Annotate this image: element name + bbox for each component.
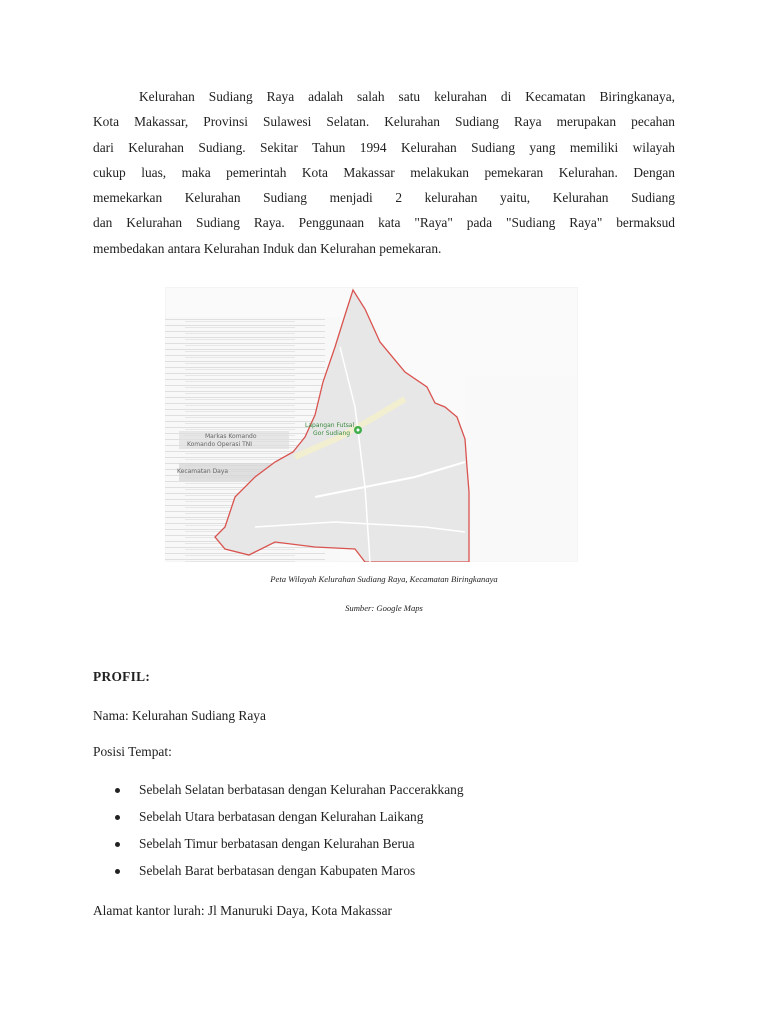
position-label: Posisi Tempat: — [93, 744, 172, 759]
bullet-icon — [115, 788, 120, 793]
bullet-icon — [115, 815, 120, 820]
map-source: Sumber: Google Maps — [345, 603, 423, 613]
map-label-markas: Markas Komando — [205, 433, 257, 440]
intro-line: membedakan antara Kelurahan Induk dan Kelurahan pemekaran. — [93, 240, 442, 256]
profile-heading: PROFIL: — [93, 669, 151, 684]
list-item: Sebelah Timur berbatasan dengan Kelurahan Berua — [93, 834, 464, 861]
intro-line: Kelurahan Sudiang Raya adalah salah satu kelurahan di Kecamatan Biringkanaya, — [139, 89, 675, 104]
list-item: Sebelah Utara berbatasan dengan Kelurahan Laikang — [93, 807, 464, 834]
list-item: Sebelah Selatan berbatasan dengan Kelurahan Paccerakkang — [93, 780, 464, 807]
intro-line: memekarkan Kelurahan Sudiang menjadi 2 kelurahan yaitu, Kelurahan Sudiang — [93, 190, 675, 206]
intro-line: Kota Makassar, Provinsi Sulawesi Selatan. Kelurahan Sudiang Raya merupakan pecahan — [93, 114, 675, 130]
list-item: Sebelah Barat berbatasan dengan Kabupaten Maros — [93, 861, 464, 888]
sudiang-raya-map — [165, 287, 578, 562]
intro-line: cukup luas, maka pemerintah Kota Makassar melakukan pemekaran Kelurahan. Dengan — [93, 164, 675, 180]
map-label-kecamatan: Kecamatan Daya — [177, 468, 229, 475]
border-list — [93, 780, 464, 888]
office-address: Alamat kantor lurah: Jl Manuruki Daya, Kota Makassar — [93, 903, 392, 918]
profile-name: Nama: Kelurahan Sudiang Raya — [93, 708, 266, 723]
bullet-icon — [115, 842, 120, 847]
poi-label-gor: Gor Sudiang — [313, 430, 351, 437]
intro-paragraph — [93, 84, 675, 261]
intro-line: dari Kelurahan Sudiang. Sekitar Tahun 1994 Kelurahan Sudiang yang memiliki wilayah — [93, 139, 675, 155]
map-label-komando: Komando Operasi TNI — [187, 441, 253, 448]
poi-label-futsal: Lapangan Futsal — [305, 422, 355, 429]
bullet-icon — [115, 869, 120, 874]
map-caption: Peta Wilayah Kelurahan Sudiang Raya, Kecamatan Biringkanaya — [270, 574, 498, 584]
intro-line: dan Kelurahan Sudiang Raya. Penggunaan kata "Raya" pada "Sudiang Raya" bermaksud — [93, 215, 675, 231]
